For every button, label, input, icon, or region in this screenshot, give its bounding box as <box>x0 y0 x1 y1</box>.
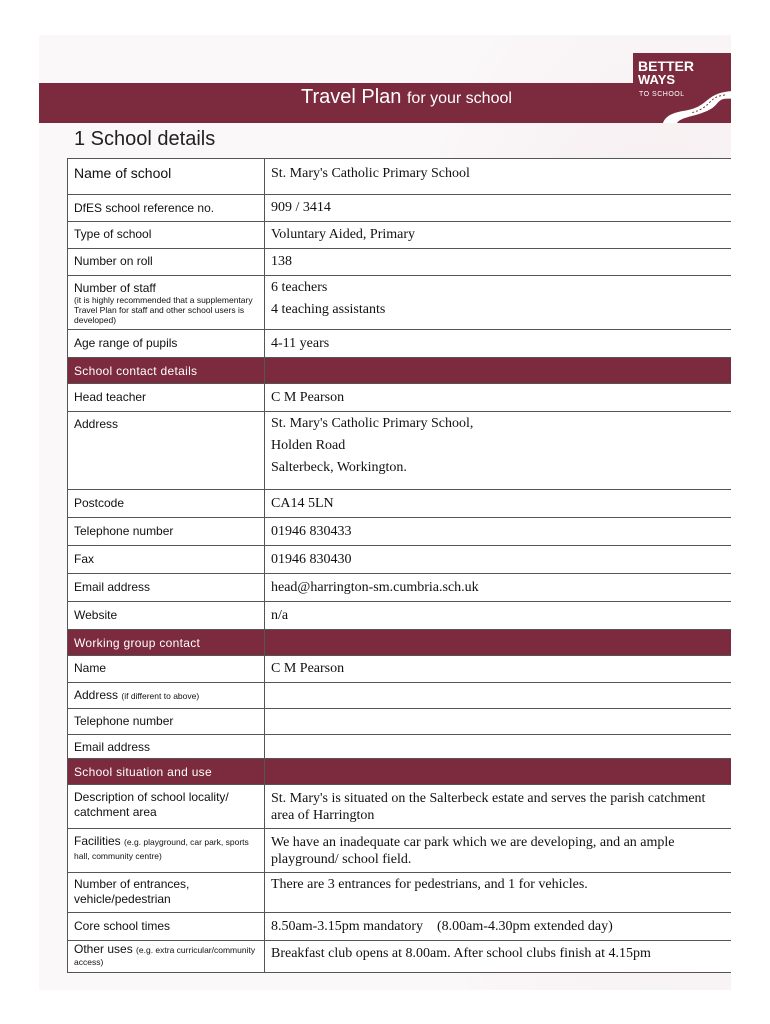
row-value: 909 / 3414 <box>265 195 732 222</box>
section-header-row <box>68 759 732 785</box>
row-label: Website <box>68 602 265 630</box>
table-row <box>68 222 732 249</box>
row-value: 138 <box>265 249 732 276</box>
row-label: Name <box>68 656 265 683</box>
row-label: Postcode <box>68 490 265 518</box>
table-row <box>68 829 732 873</box>
document-title <box>301 86 512 109</box>
table-row <box>68 518 732 546</box>
table-row <box>68 412 732 490</box>
section-header: Working group contact <box>68 630 265 656</box>
row-label: Telephone number <box>68 518 265 546</box>
staff-note: (it is highly recommended that a supplementary Travel Plan for staff and other school users is developed) <box>74 295 253 325</box>
row-label: Fax <box>68 546 265 574</box>
table-row <box>68 490 732 518</box>
row-value: 6 teachers 4 teaching assistants <box>265 276 732 330</box>
row-value: head@harrington-sm.cumbria.sch.uk <box>265 574 732 602</box>
table-row <box>68 574 732 602</box>
row-value: n/a <box>265 602 732 630</box>
table-row <box>68 735 732 759</box>
row-value: 01946 830433 <box>265 518 732 546</box>
table-row <box>68 276 732 330</box>
row-value: CA14 5LN <box>265 490 732 518</box>
row-label: Number of entrances, vehicle/pedestrian <box>68 873 265 913</box>
row-label: Head teacher <box>68 384 265 412</box>
row-value: C M Pearson <box>265 656 732 683</box>
row-value: C M Pearson <box>265 384 732 412</box>
table-row <box>68 159 732 195</box>
row-label: Email address <box>68 735 265 759</box>
row-label: Facilities (e.g. playground, car park, sports hall, community centre) <box>68 829 265 873</box>
row-label <box>68 276 265 330</box>
row-label: Age range of pupils <box>68 330 265 358</box>
table-row <box>68 941 732 973</box>
document-page <box>39 35 731 990</box>
table-row <box>68 785 732 829</box>
table-row <box>68 873 732 913</box>
row-value: 01946 830430 <box>265 546 732 574</box>
row-value: 8.50am-3.15pm mandatory (8.00am-4.30pm extended day) <box>265 913 732 941</box>
row-value: Voluntary Aided, Primary <box>265 222 732 249</box>
title-suffix: for your school <box>406 90 512 107</box>
row-label: Telephone number <box>68 709 265 735</box>
staff-label: Number of staff <box>74 281 156 295</box>
table-row <box>68 384 732 412</box>
section-header-row <box>68 358 732 384</box>
row-label: Address <box>68 412 265 490</box>
row-label: Number on roll <box>68 249 265 276</box>
row-value: St. Mary's is situated on the Salterbeck estate and serves the parish catchment area of Harrington <box>265 785 732 829</box>
table-row <box>68 709 732 735</box>
row-value: St. Mary's Catholic Primary School <box>265 159 732 195</box>
row-value <box>265 683 732 709</box>
row-label: Description of school locality/ catchment area <box>68 785 265 829</box>
row-label: Email address <box>68 574 265 602</box>
road-icon <box>663 87 731 123</box>
table-row <box>68 195 732 222</box>
row-value <box>265 735 732 759</box>
section-header-row <box>68 630 732 656</box>
row-value: 4-11 years <box>265 330 732 358</box>
table-row <box>68 656 732 683</box>
section-title: 1 School details <box>74 128 216 150</box>
row-value <box>265 709 732 735</box>
table-row <box>68 913 732 941</box>
row-label: Core school times <box>68 913 265 941</box>
table-row <box>68 602 732 630</box>
table-row <box>68 330 732 358</box>
row-label: Type of school <box>68 222 265 249</box>
row-label: Name of school <box>68 159 265 195</box>
row-value: We have an inadequate car park which we are developing, and an ample playground/ school field. <box>265 829 732 873</box>
row-label: DfES school reference no. <box>68 195 265 222</box>
row-value: Breakfast club opens at 8.00am. After school clubs finish at 4.15pm <box>265 941 732 973</box>
row-value: There are 3 entrances for pedestrians, and 1 for vehicles. <box>265 873 732 913</box>
school-details-table <box>67 158 731 973</box>
table-row <box>68 546 732 574</box>
section-header: School situation and use <box>68 759 265 785</box>
better-ways-logo: BETTER WAYS TO SCHOOL <box>633 53 731 123</box>
row-value: St. Mary's Catholic Primary School, Holden Road Salterbeck, Workington. <box>265 412 732 490</box>
row-label: Address (if different to above) <box>68 683 265 709</box>
row-label: Other uses (e.g. extra curricular/community access) <box>68 941 265 973</box>
section-header: School contact details <box>68 358 265 384</box>
title-main: Travel Plan <box>301 86 402 108</box>
table-row <box>68 683 732 709</box>
table-row <box>68 249 732 276</box>
